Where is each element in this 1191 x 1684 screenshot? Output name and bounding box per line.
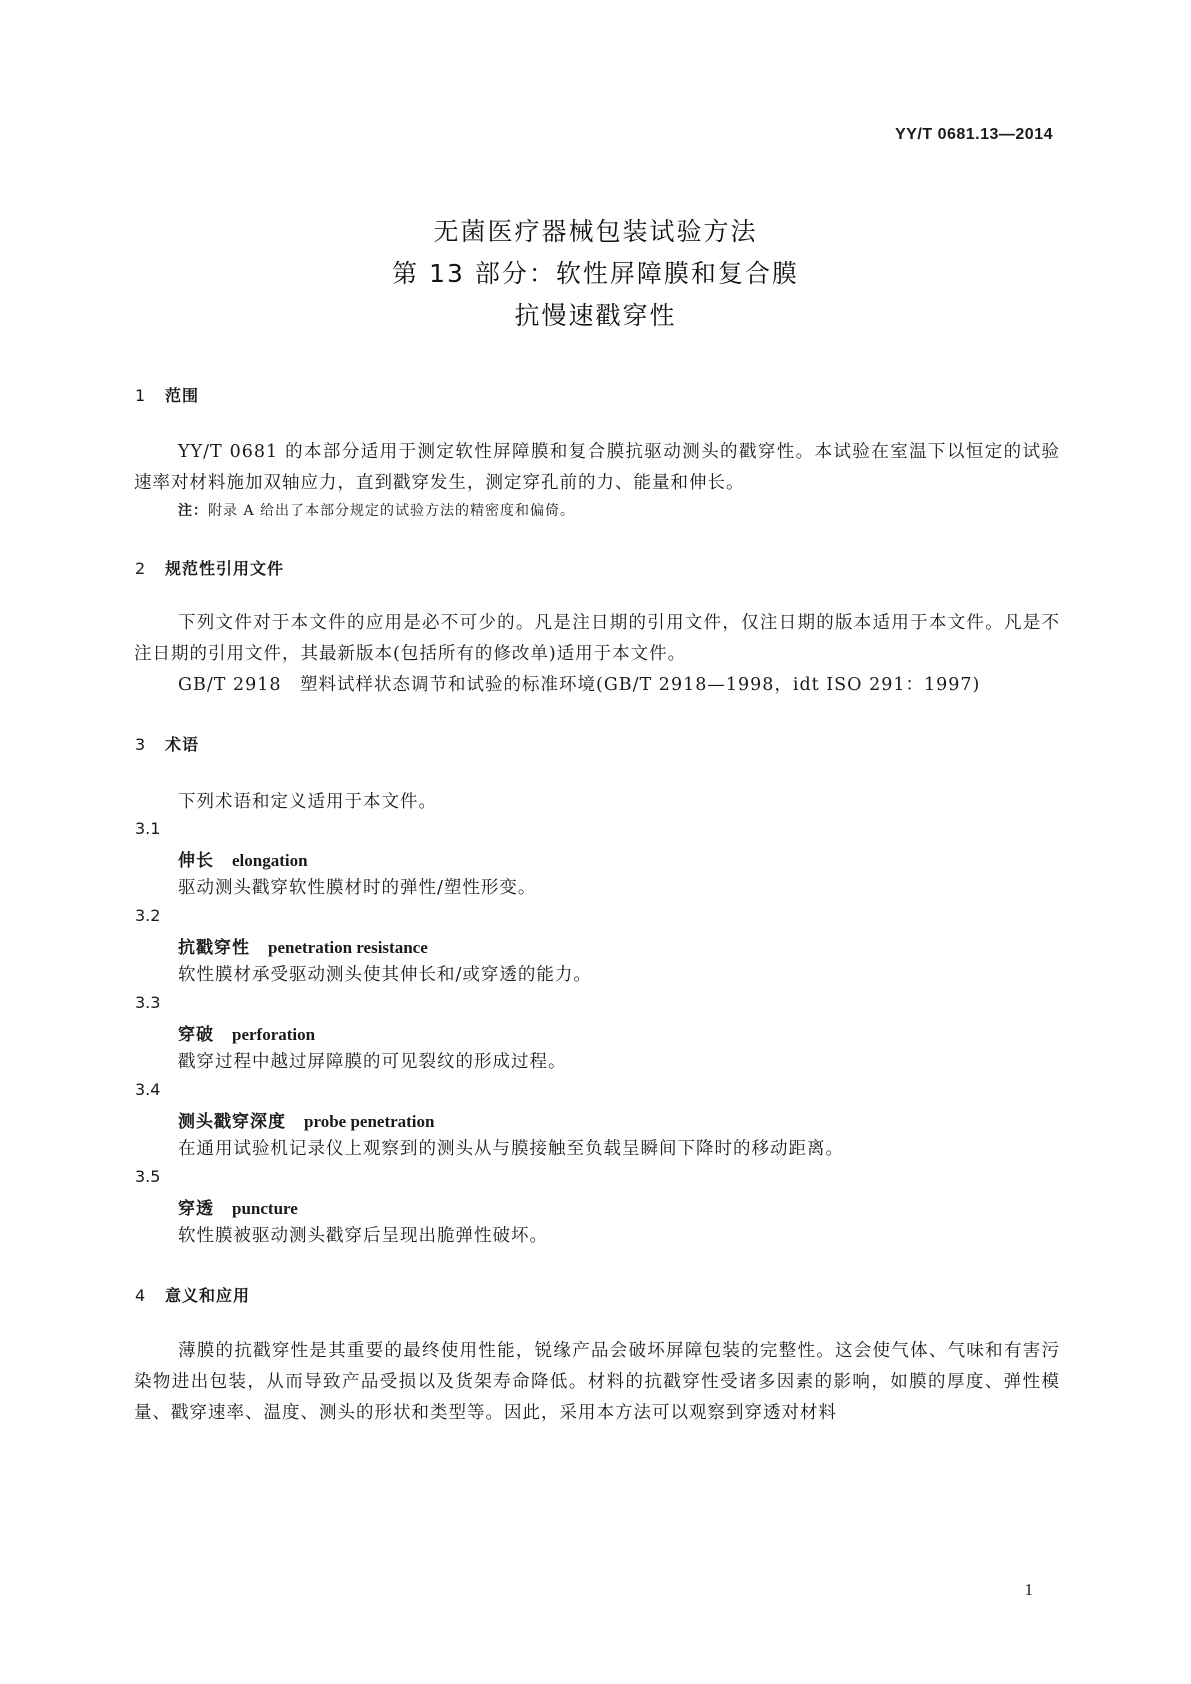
section-title: 意义和应用 [165,1286,251,1305]
term-number: 3.3 [135,993,161,1012]
term-en: puncture [232,1199,298,1218]
term-number: 3.4 [135,1080,161,1099]
terms-intro: 下列术语和定义适用于本文件。 [178,792,437,812]
section-4-paragraph: 薄膜的抗戳穿性是其重要的最终使用性能，锐缘产品会破坏屏障包装的完整性。这会使气体、气味和有害污染物进出包装，从而导致产品受损以及货架寿命降低。材料的抗戳穿性受诸多因素的影响，如膜的厚度、弹性模量、戳穿速率、温度、测头的形状和类型等。因此，采用本方法可以观察到穿透对材料 [134,1341,1060,1423]
section-title: 规范性引用文件 [165,559,285,578]
section-title: 范围 [165,386,200,405]
term-definition: 软性膜材承受驱动测头使其伸长和/或穿透的能力。 [178,965,592,985]
section-number: 4 [135,1286,147,1305]
term-heading [178,846,308,871]
title-line-3: 抗慢速戳穿性 [514,301,677,330]
term-definition: 驱动测头戳穿软性膜材时的弹性/塑性形变。 [178,878,537,898]
term-heading [178,933,428,958]
term-definition: 戳穿过程中越过屏障膜的可见裂纹的形成过程。 [178,1052,567,1072]
term-zh: 穿透 [178,1199,214,1219]
section-1-note [178,500,575,520]
term-en: elongation [232,851,308,870]
section-4-heading [135,1283,250,1306]
term-number: 3.5 [135,1167,161,1186]
term-zh: 伸长 [178,851,214,871]
section-number: 2 [135,559,147,578]
term-number: 3.2 [135,906,161,925]
title-line-1: 无菌医疗器械包装试验方法 [433,217,758,246]
section-1-heading [135,383,199,406]
section-2-paragraph: 下列文件对于本文件的应用是必不可少的。凡是注日期的引用文件，仅注日期的版本适用于本文件。凡是不注日期的引用文件，其最新版本(包括所有的修改单)适用于本文件。 [134,613,1060,664]
term-heading [178,1107,435,1132]
normative-reference: GB/T 2918 塑料试样状态调节和试验的标准环境(GB/T 2918—1998，idt ISO 291：1997) [178,675,981,695]
term-zh: 穿破 [178,1025,214,1045]
title-line-2: 第 13 部分：软性屏障膜和复合膜 [392,259,799,288]
term-en: perforation [232,1025,316,1044]
term-definition: 软性膜被驱动测头戳穿后呈现出脆弹性破坏。 [178,1226,548,1246]
section-title: 术语 [165,735,200,754]
term-number: 3.1 [135,819,161,838]
section-3-heading [135,732,199,755]
standard-code: YY/T 0681.13—2014 [895,126,1053,143]
term-zh: 抗戳穿性 [178,938,250,958]
term-en: penetration resistance [268,938,428,957]
page-number: 1 [1024,1580,1033,1599]
term-en: probe penetration [304,1112,435,1131]
section-1-paragraph: YY/T 0681 的本部分适用于测定软性屏障膜和复合膜抗驱动测头的戳穿性。本试验在室温下以恒定的试验速率对材料施加双轴应力，直到戳穿发生，测定穿孔前的力、能量和伸长。 [134,442,1060,493]
section-number: 3 [135,735,147,754]
term-heading [178,1194,298,1219]
note-label: 注： [178,503,208,519]
term-zh: 测头戳穿深度 [178,1112,286,1132]
term-definition: 在通用试验机记录仪上观察到的测头从与膜接触至负载呈瞬间下降时的移动距离。 [178,1139,844,1159]
section-2-heading [135,556,284,579]
note-text: 附录 A 给出了本部分规定的试验方法的精密度和偏倚。 [208,503,576,519]
term-heading [178,1020,315,1045]
section-number: 1 [135,386,147,405]
